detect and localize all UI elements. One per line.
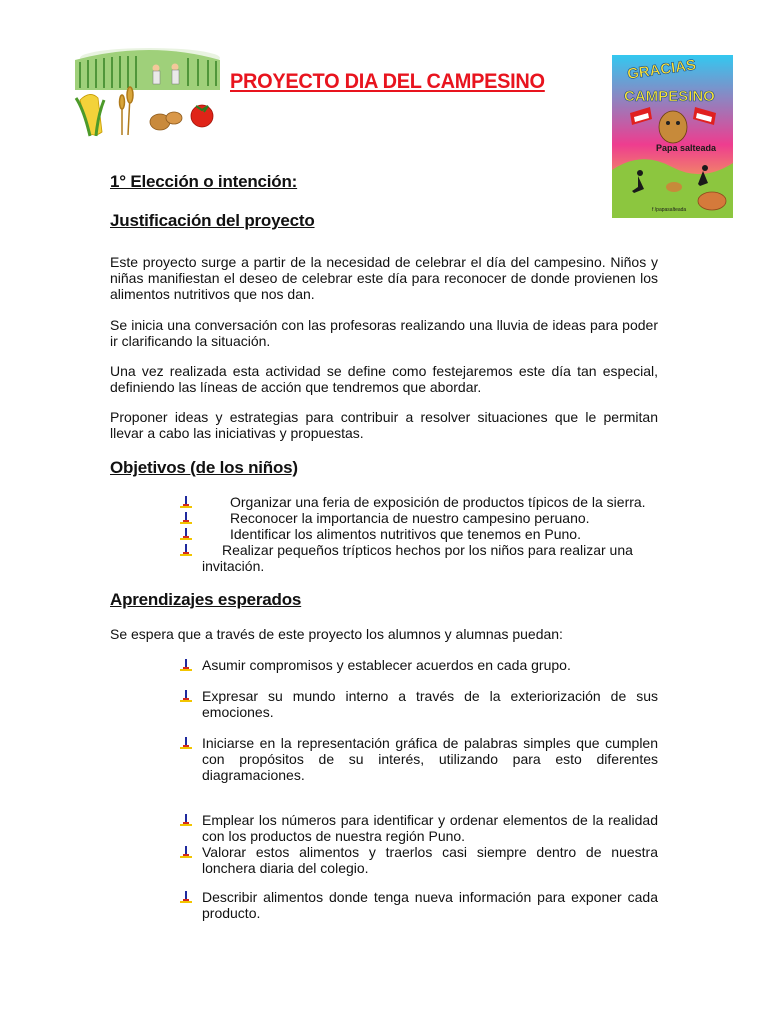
aprendizajes-list <box>180 657 658 673</box>
arrow-bullet-icon <box>180 659 192 671</box>
arrow-bullet-icon <box>180 846 192 858</box>
project-title: PROYECTO DIA DEL CAMPESINO <box>230 70 545 93</box>
list-item <box>180 542 658 574</box>
arrow-bullet-icon <box>180 512 192 524</box>
aprendizaje-text: Expresar su mundo interno a través de la exteriorización de sus emociones. <box>202 688 658 720</box>
justificacion-paragraph: Una vez realizada esta actividad se define como festejaremos este día tan especial, definiendo las líneas de acción que tendremos que abordar. <box>110 363 658 395</box>
heading-eleccion: 1° Elección o intención: <box>110 172 298 191</box>
list-item <box>180 735 658 783</box>
arrow-bullet-icon <box>180 544 192 556</box>
list-item <box>180 510 658 526</box>
poster-badge: Papa salteada <box>656 143 717 153</box>
list-item <box>180 889 658 921</box>
justificacion-paragraph: Proponer ideas y estrategias para contribuir a resolver situaciones que le permitan llevar a cabo las iniciativas y propuestas. <box>110 409 658 441</box>
arrow-bullet-icon <box>180 737 192 749</box>
objetivo-text: Organizar una feria de exposición de productos típicos de la sierra. <box>230 494 646 510</box>
list-item <box>180 494 658 510</box>
arrow-bullet-icon <box>180 891 192 903</box>
gracias-campesino-poster <box>612 55 733 218</box>
objetivos-list <box>180 494 658 574</box>
poster-line1: GRACIAS <box>626 56 698 83</box>
poster-line2: CAMPESINO <box>624 88 715 105</box>
objetivo-text-continued: invitación. <box>202 558 265 574</box>
objetivo-text: Identificar los alimentos nutritivos que tenemos en Puno. <box>230 526 581 542</box>
list-item <box>180 657 658 673</box>
aprendizaje-text: Iniciarse en la representación gráfica de palabras simples que cumplen con propósitos de su interés, utilizando para esto diferentes diagramaciones. <box>202 735 658 783</box>
aprendizajes-intro: Se espera que a través de este proyecto los alumnos y alumnas puedan: <box>110 626 563 642</box>
list-item <box>180 812 658 844</box>
list-item <box>180 844 658 876</box>
aprendizajes-list <box>180 889 658 921</box>
poster-footer: f /papasalteada <box>652 207 687 213</box>
heading-justificacion: Justificación del proyecto <box>110 211 315 230</box>
justificacion-paragraph: Este proyecto surge a partir de la necesidad de celebrar el día del campesino. Niños y niñas manifiestan el deseo de celebrar este día para reconocer de donde provienen los alimentos nutritivos que nos dan. <box>110 254 658 302</box>
list-item <box>180 688 658 720</box>
arrow-bullet-icon <box>180 528 192 540</box>
aprendizaje-text: Describir alimentos donde tenga nueva información para exponer cada producto. <box>202 889 658 921</box>
heading-aprendizajes: Aprendizajes esperados <box>110 590 302 609</box>
aprendizaje-text: Emplear los números para identificar y ordenar elementos de la realidad con los productos de nuestra región Puno. <box>202 812 658 844</box>
aprendizaje-text: Valorar estos alimentos y traerlos casi siempre dentro de nuestra lonchera diaria del colegio. <box>202 844 658 876</box>
objetivo-text: Realizar pequeños trípticos hechos por los niños para realizar una <box>222 542 633 558</box>
arrow-bullet-icon <box>180 496 192 508</box>
aprendizajes-list <box>180 812 658 876</box>
aprendizaje-text: Asumir compromisos y establecer acuerdos en cada grupo. <box>202 657 571 673</box>
arrow-bullet-icon <box>180 814 192 826</box>
aprendizajes-list <box>180 735 658 783</box>
aprendizajes-list <box>180 688 658 720</box>
heading-objetivos: Objetivos (de los niños) <box>110 458 298 477</box>
list-item <box>180 526 658 542</box>
justificacion-paragraph: Se inicia una conversación con las profesoras realizando una lluvia de ideas para poder ir clarificando la situación. <box>110 317 658 349</box>
farm-produce-illustration <box>70 40 225 140</box>
arrow-bullet-icon <box>180 690 192 702</box>
objetivo-text: Reconocer la importancia de nuestro campesino peruano. <box>230 510 590 526</box>
